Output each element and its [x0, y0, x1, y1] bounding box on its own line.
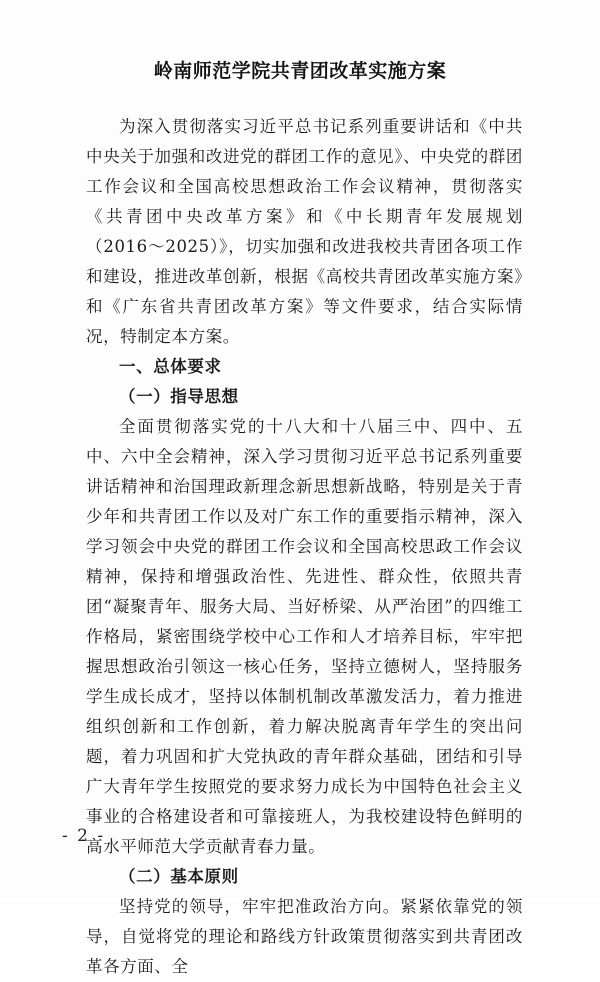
- subsection-heading-basic-principles: （二）基本原则: [119, 867, 239, 886]
- guiding-ideology-paragraph: 全面贯彻落实党的十八大和十八届三中、四中、五中、六中全会精神，深入学习贯彻习近平总书记系列重要讲话精神和治国理政新理念新思想新战略，特别是关于青少年和共青团工作以及对广东工作的重要指示精神，深入学习领会中央党的群团工作会议和全国高校思政工作会议精神，保持和增强政治性、先进性、群众性，依照共青团“凝聚青年、服务大局、当好桥梁、从严治团”的四维工作格局，紧密围绕学校中心工作和人才培养目标，牢牢把握思想政治引领这一核心任务，坚持立德树人，坚持服务学生成长成才，坚持以体制机制改革激发活力，着力推进组织创新和工作创新，着力解决脱离青年学生的突出问题，着力巩固和扩大党执政的青年群众基础，团结和引导广大青年学生按照党的要求努力成长为中国特色社会主义事业的合格建设者和可靠接班人，为我校建设特色鲜明的高水平师范大学贡献青春力量。: [86, 417, 523, 856]
- page-number: - 2 -: [62, 826, 106, 846]
- intro-paragraph: 为深入贯彻落实习近平总书记系列重要讲话和《中共中央关于加强和改进党的群团工作的意见》、中央党的群团工作会议和全国高校思想政治工作会议精神，贯彻落实《共青团中央改革方案》和《中长期青年发展规划（2016～2025）》，切实加强和改进我校共青团各项工作和建设，推进改革创新，根据《高校共青团改革实施方案》和《广东省共青团改革方案》等文件要求，结合实际情况，特制定本方案。: [86, 117, 523, 346]
- subsection-heading-guiding-ideology: （一）指导思想: [119, 387, 239, 406]
- document-body: [86, 112, 523, 982]
- document-title: 岭南师范学院共青团改革实施方案: [153, 60, 447, 82]
- basic-principles-paragraph: 坚持党的领导，牢牢把准政治方向。紧紧依靠党的领导，自觉将党的理论和路线方针政策贯彻落实到共青团改革各方面、全: [86, 897, 523, 976]
- section-heading-general-requirements: 一、总体要求: [119, 357, 222, 376]
